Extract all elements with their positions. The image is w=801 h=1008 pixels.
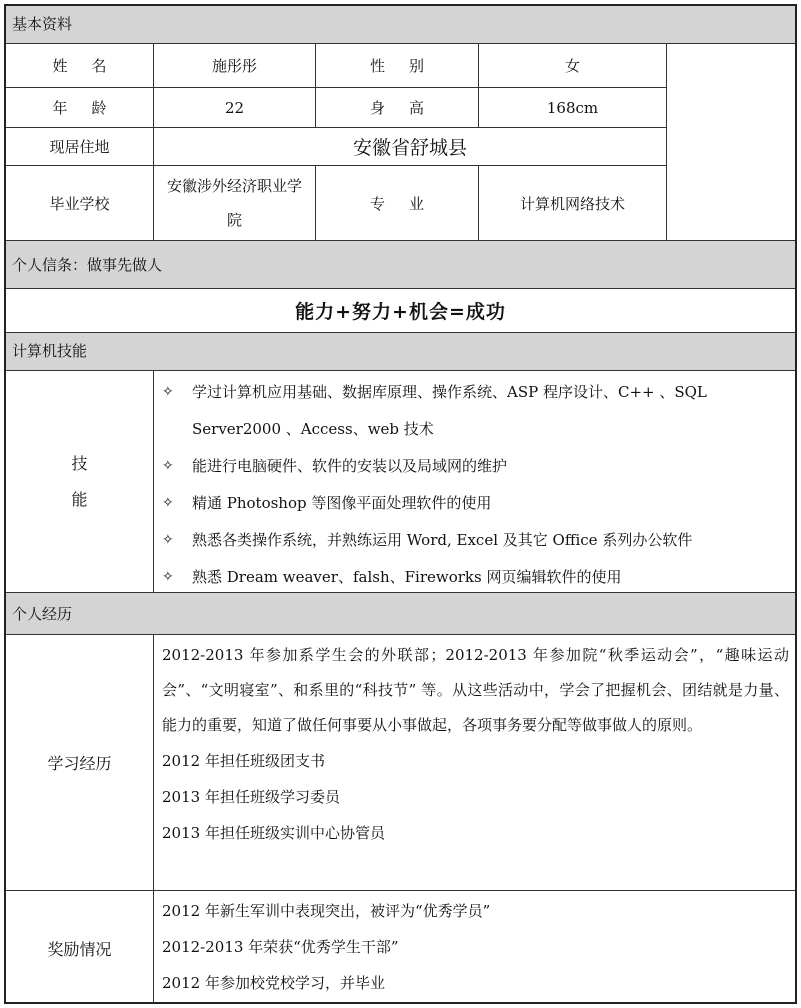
gender-label: 性别 <box>316 44 479 88</box>
school-label: 毕业学校 <box>6 166 154 241</box>
name-label: 姓名 <box>6 44 154 88</box>
skill-item: ✧ 熟悉各类操作系统，并熟练运用 Word, Excel 及其它 Office 系列办公软件 <box>162 522 789 559</box>
height-value: 168cm <box>479 88 667 128</box>
skill-item: ✧ 学过计算机应用基础、数据库原理、操作系统、ASP 程序设计、C++ 、SQL Server2000 、Access、web 技术 <box>162 374 789 448</box>
section-header-experience: 个人经历 <box>6 593 795 635</box>
school-value: 安徽涉外经济职业学院 <box>154 166 316 241</box>
diamond-star-icon: ✧ <box>162 532 174 548</box>
age-label: 年龄 <box>6 88 154 128</box>
section-header-motto: 个人信条：做事先做人 <box>6 241 795 289</box>
skills-label-line1: 技 <box>71 453 88 473</box>
section-header-skills: 计算机技能 <box>6 333 795 371</box>
diamond-star-icon: ✧ <box>162 495 174 511</box>
diamond-star-icon: ✧ <box>162 384 174 400</box>
diamond-star-icon: ✧ <box>162 458 174 474</box>
award-label: 奖励情况 <box>6 891 154 1004</box>
age-value: 22 <box>154 88 316 128</box>
motto-slogan: 能力+努力+机会=成功 <box>6 289 795 333</box>
residence-value: 安徽省舒城县 <box>154 128 667 166</box>
skills-label-line2: 能 <box>71 489 88 509</box>
photo-cell <box>667 44 795 241</box>
resume-table <box>4 4 797 1004</box>
skill-item: ✧ 精通 Photoshop 等图像平面处理软件的使用 <box>162 485 789 522</box>
study-content <box>154 635 795 891</box>
skill-item: ✧ 熟悉 Dream weaver、falsh、Fireworks 网页编辑软件的使用 <box>162 559 789 596</box>
skill-item: ✧ 能进行电脑硬件、软件的安装以及局域网的维护 <box>162 448 789 485</box>
study-paragraph: 2012-2013 年参加系学生会的外联部；2012-2013 年参加院“秋季运动会”，“趣味运动会”、“文明寝室”、和系里的“科技节” 等。从这些活动中，学会了把握机会、团结就是力量、能力的重要，知道了做任何事要从小事做起，各项事务要分配等做事做人的原则。 <box>162 646 789 734</box>
study-line: 2012 年担任班级团支书 <box>162 752 325 770</box>
study-line: 2013 年担任班级学习委员 <box>162 788 340 806</box>
section-header-basic: 基本资料 <box>6 6 795 44</box>
award-line: 2012 年新生军训中表现突出，被评为“优秀学员” <box>162 902 491 920</box>
name-value: 施彤彤 <box>154 44 316 88</box>
major-value: 计算机网络技术 <box>479 166 667 241</box>
study-label: 学习经历 <box>6 635 154 891</box>
award-line: 2012-2013 年荣获“优秀学生干部” <box>162 938 399 956</box>
major-label: 专业 <box>316 166 479 241</box>
award-content <box>154 891 795 1004</box>
skills-list <box>154 371 795 593</box>
diamond-star-icon: ✧ <box>162 569 174 585</box>
gender-value: 女 <box>479 44 667 88</box>
residence-label: 现居住地 <box>6 128 154 166</box>
award-line: 2012 年参加校党校学习，并毕业 <box>162 974 385 992</box>
height-label: 身高 <box>316 88 479 128</box>
skills-label <box>6 371 154 593</box>
study-line: 2013 年担任班级实训中心协管员 <box>162 824 385 842</box>
